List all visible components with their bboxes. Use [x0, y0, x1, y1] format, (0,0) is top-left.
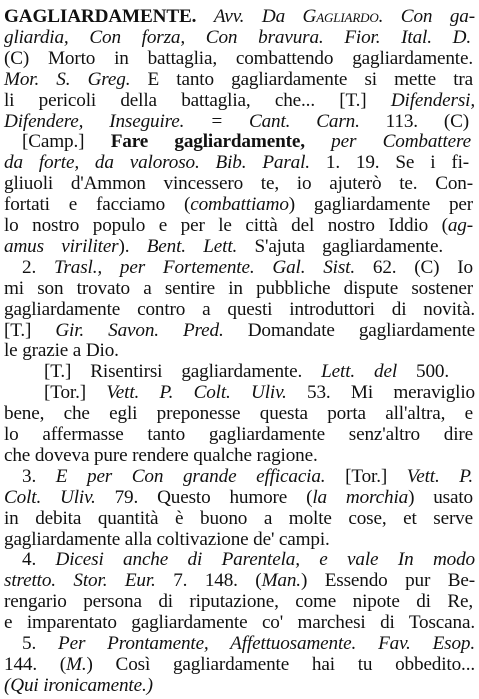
- entry-text: [Tor.]: [325, 465, 407, 487]
- entry-text: Colt. Uliv.: [4, 486, 96, 508]
- entry-text: 7. 148. (: [155, 570, 262, 592]
- entry-text: gagliardamente contro a questi introduttori di novità.: [4, 298, 475, 320]
- entry-text: Vett. P.: [406, 465, 474, 487]
- entry-text: lo affermasse tanto gagliardamente senz'altro dire: [4, 424, 473, 445]
- entry-text: GAGLIARDAMENTE.: [4, 6, 197, 27]
- entry-text: combattiamo: [190, 194, 289, 216]
- entry-text: rengario persona di riputazione, come nipote di Re,: [4, 591, 473, 613]
- entry-text: Avv. Da: [213, 6, 303, 27]
- entry-text: Dicesi anche di Parentela, e vale In modo: [55, 549, 475, 571]
- entry-text: [T.] Risentirsi gagliardamente.: [44, 361, 322, 383]
- entry-text: Lett. del: [321, 361, 398, 383]
- entry-text: Difendersi,: [390, 89, 475, 111]
- entry-text: da forte, da valoroso. Bib. Paral.: [4, 152, 310, 174]
- entry-text: gliardia, Con forza, Con bravura. Fior. Ital. D.: [4, 26, 471, 48]
- entry-text: [T.]: [4, 319, 56, 341]
- entry-text: E per Con grande efficacia.: [55, 465, 326, 487]
- entry-text: per Combattere: [304, 131, 472, 153]
- entry-text: bene, che egli preponesse questa porta all'altra, e: [4, 403, 473, 425]
- entry-text: Man.: [261, 570, 301, 592]
- entry-text: Fare gagliardamente,: [110, 131, 305, 153]
- entry-text: Gagliardo: [302, 6, 379, 27]
- entry-text: in debita quantità è buono a molte cose, et serve: [4, 507, 473, 529]
- entry-text: 4.: [22, 549, 56, 571]
- entry-line: [4, 673, 159, 699]
- entry-text: ) Essendo pur Be-: [300, 570, 475, 592]
- entry-text: 113. (C): [359, 110, 470, 132]
- entry-text: 2.: [22, 256, 54, 278]
- entry-text: Mor. S. Greg.: [4, 68, 131, 90]
- entry-text: (C) Morto in battaglia, combattendo gagliardamente.: [4, 47, 473, 69]
- entry-text: le grazie a Dio.: [4, 340, 119, 362]
- entry-text: 500.: [397, 361, 449, 383]
- entry-text: ).: [118, 235, 147, 257]
- entry-text: ) Così gagliardamente hai tu obbedito...: [86, 653, 476, 675]
- entry-text: [196, 6, 214, 27]
- entry-text: Per Prontamente, Affettuosamente. Fav. Esop.: [58, 633, 476, 654]
- entry-text: li pericoli della battaglia, che... [T.]: [4, 89, 391, 111]
- entry-text: S'ajuta gagliardamente.: [237, 235, 443, 257]
- entry-text: 5.: [22, 633, 59, 654]
- entry-text: Trasl., per Fortemente. Gal. Sist.: [53, 256, 355, 278]
- entry-text: [Tor.]: [44, 382, 107, 404]
- entry-text: 79. Questo humore (: [95, 486, 313, 508]
- entry-text: che doveva pure rendere qualche ragione.: [4, 444, 318, 466]
- entry-text: [Camp.]: [22, 131, 111, 153]
- entry-text: Bent. Lett.: [146, 235, 238, 257]
- entry-text: Vett. P. Colt. Uliv.: [106, 382, 287, 404]
- entry-text: ) usato: [408, 486, 473, 508]
- entry-text: 3.: [22, 465, 56, 487]
- entry-text: (Qui ironicamente.): [4, 674, 153, 696]
- entry-text: 1. 19. Se i fi-: [309, 152, 470, 174]
- entry-text: la morchia: [312, 486, 409, 508]
- entry-text: M.: [66, 653, 87, 675]
- entry-text: 53. Mi meraviglio: [286, 382, 475, 404]
- entry-text: fortati e facciamo (: [4, 194, 191, 216]
- entry-text: E tanto gagliardamente si mette tra: [130, 68, 474, 90]
- entry-text: 144. (: [4, 653, 67, 675]
- entry-text: 62. (C) Io: [355, 256, 473, 278]
- entry-text: stretto. Stor. Eur.: [4, 570, 156, 592]
- entry-text: lo nostro populo e per le città del nostro Iddio (: [4, 215, 448, 236]
- entry-text: gliuoli d'Ammon vincessero te, io ajuterò te. Con-: [4, 173, 473, 195]
- entry-text: mi son trovato a sentire in pubbliche dispute sostener: [4, 277, 473, 299]
- entry-text: Difendere, Inseguire. = Cant. Carn.: [4, 110, 360, 132]
- entry-text: ag-: [447, 215, 473, 236]
- entry-text: e imparentato gagliardamente co' marchesi di Toscana.: [4, 612, 475, 634]
- entry-text: Domandate gagliardamente: [223, 319, 476, 341]
- entry-text: gagliardamente alla coltivazione de' campi.: [4, 528, 330, 550]
- entry-text: amus viriliter: [4, 235, 119, 257]
- entry-text: . Con ga-: [378, 6, 475, 27]
- entry-text: Gir. Savon. Pred.: [55, 319, 224, 341]
- entry-text: ) gagliardamente per: [288, 194, 473, 216]
